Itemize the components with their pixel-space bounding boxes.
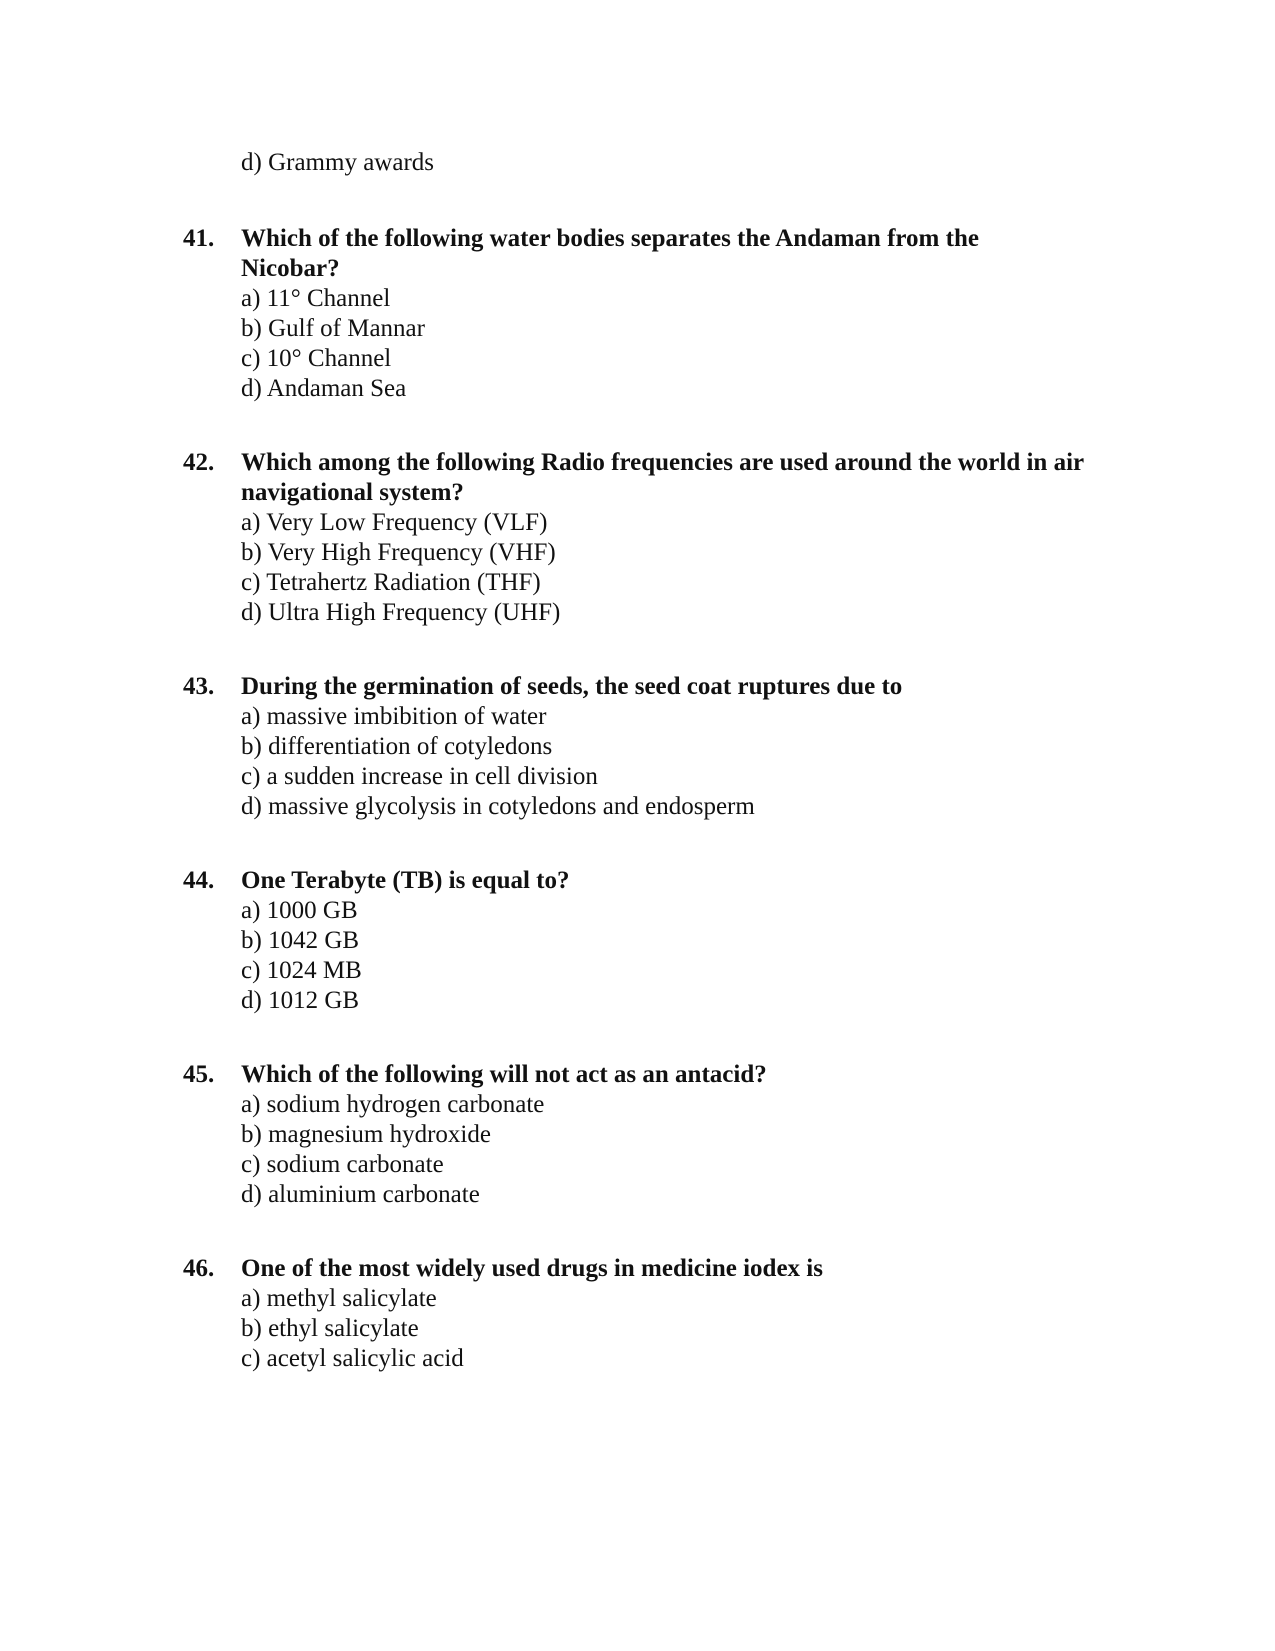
question-41 xyxy=(183,224,1133,404)
question-body xyxy=(241,672,1133,822)
option-b: b) magnesium hydroxide xyxy=(241,1121,491,1148)
option-c: c) 10° Channel xyxy=(241,345,392,372)
question-text: Which of the following will not act as an antacid? xyxy=(241,1061,767,1088)
question-text: One Terabyte (TB) is equal to? xyxy=(241,867,570,894)
option-a: a) 1000 GB xyxy=(241,897,358,924)
option-d: d) aluminium carbonate xyxy=(241,1181,480,1208)
option-b: b) differentiation of cotyledons xyxy=(241,733,553,760)
question-number: 46. xyxy=(183,1255,215,1282)
question-text: One of the most widely used drugs in medicine iodex is xyxy=(241,1255,823,1282)
option-a: a) massive imbibition of water xyxy=(241,703,547,730)
option-a: a) sodium hydrogen carbonate xyxy=(241,1091,545,1118)
question-text: Which among the following Radio frequencies are used around the world in air navigational system? xyxy=(241,449,1084,506)
option-a: a) methyl salicylate xyxy=(241,1285,437,1312)
option-b: b) ethyl salicylate xyxy=(241,1315,419,1342)
option-c: c) a sudden increase in cell division xyxy=(241,763,598,790)
question-body xyxy=(241,1254,1133,1374)
question-44 xyxy=(183,866,1133,1016)
question-number: 42. xyxy=(183,449,215,476)
option-d: d) 1012 GB xyxy=(241,987,360,1014)
question-body xyxy=(241,224,1133,404)
option-c: c) sodium carbonate xyxy=(241,1151,444,1178)
question-42 xyxy=(183,448,1133,628)
option-b: b) Very High Frequency (VHF) xyxy=(241,539,556,566)
carryover-option: d) Grammy awards xyxy=(241,149,434,176)
question-text: Which of the following water bodies separates the Andaman from the Nicobar? xyxy=(241,225,979,282)
option-b: b) Gulf of Mannar xyxy=(241,315,425,342)
question-46 xyxy=(183,1254,1133,1374)
option-d: d) massive glycolysis in cotyledons and endosperm xyxy=(241,793,755,820)
question-number: 45. xyxy=(183,1061,215,1088)
option-d: d) Ultra High Frequency (UHF) xyxy=(241,599,561,626)
question-45 xyxy=(183,1060,1133,1210)
question-number: 44. xyxy=(183,867,215,894)
option-b: b) 1042 GB xyxy=(241,927,360,954)
question-body xyxy=(241,1060,1133,1210)
option-a: a) Very Low Frequency (VLF) xyxy=(241,509,548,536)
option-c: c) 1024 MB xyxy=(241,957,362,984)
question-43 xyxy=(183,672,1133,822)
option-d: d) Andaman Sea xyxy=(241,375,407,402)
question-number: 41. xyxy=(183,225,215,252)
question-body xyxy=(241,448,1133,628)
option-c: c) Tetrahertz Radiation (THF) xyxy=(241,569,541,596)
question-number: 43. xyxy=(183,673,215,700)
question-body xyxy=(241,866,1133,1016)
option-c: c) acetyl salicylic acid xyxy=(241,1345,464,1372)
question-text: During the germination of seeds, the seed coat ruptures due to xyxy=(241,673,903,700)
option-a: a) 11° Channel xyxy=(241,285,391,312)
